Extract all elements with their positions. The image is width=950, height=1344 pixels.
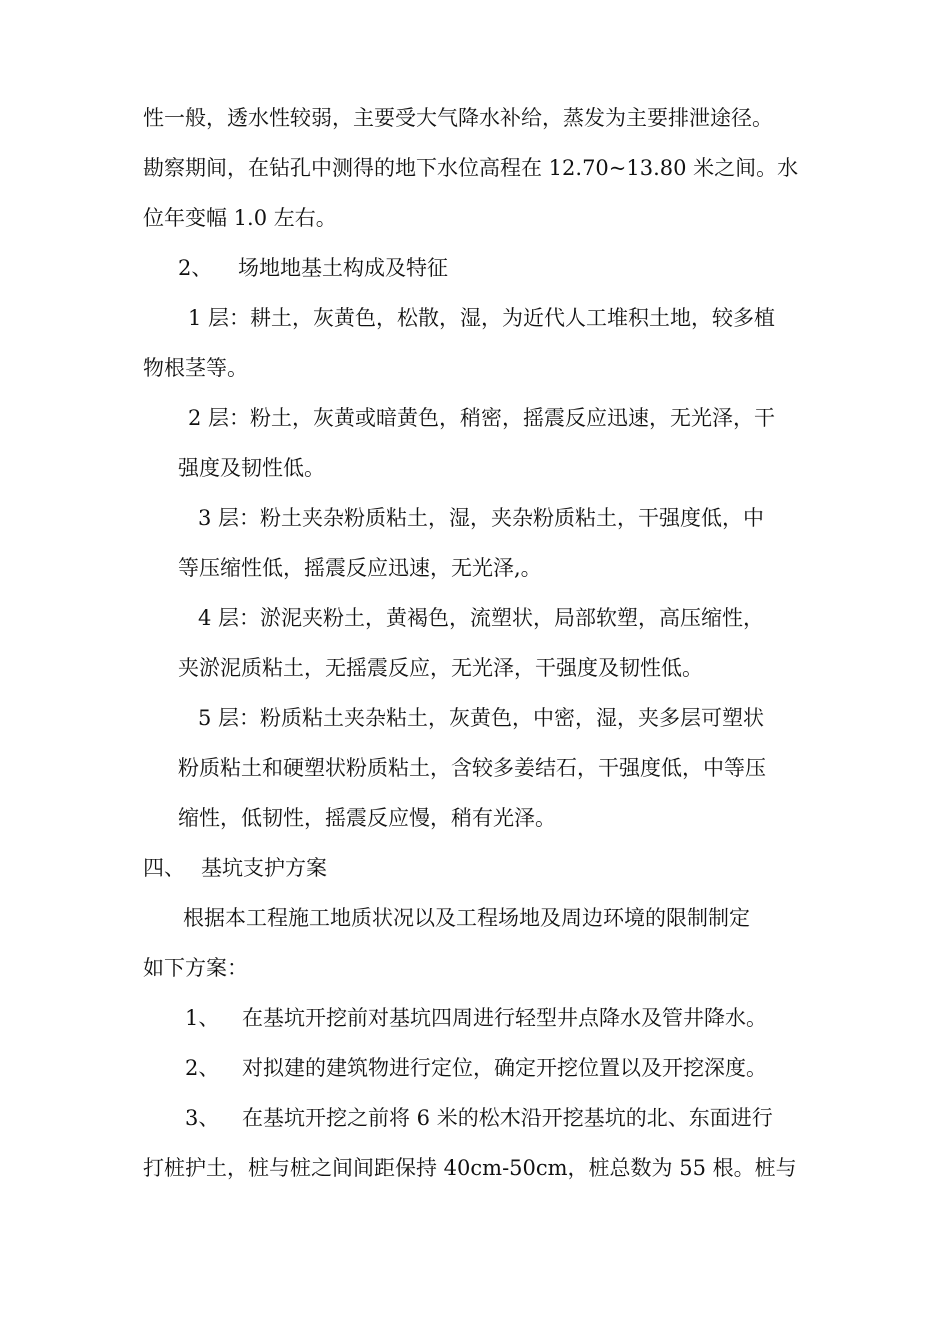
layer-5-line-2: 粉质粘土和硬塑状粉质粘土，含较多姜结石，干强度低，中等压 xyxy=(178,756,766,780)
layer-1-line-2: 物根茎等。 xyxy=(143,356,248,380)
plan-item-3 xyxy=(185,1103,773,1133)
plan-item-3-text: 在基坑开挖之前将 6 米的松木沿开挖基坑的北、东面进行 xyxy=(242,1106,773,1130)
section-2-number: 2、 xyxy=(178,256,213,280)
plan-item-1-text: 在基坑开挖前对基坑四周进行轻型井点降水及管井降水。 xyxy=(242,1006,767,1030)
plan-intro-line-2: 如下方案： xyxy=(143,956,248,980)
layer-4-line-2: 夹淤泥质粘土，无摇震反应，无光泽，干强度及韧性低。 xyxy=(178,656,703,680)
layer-5-line-3: 缩性，低韧性，摇震反应慢，稍有光泽。 xyxy=(178,806,556,830)
layer-2-line-1: 2 层：粉土，灰黄或暗黄色，稍密，摇震反应迅速，无光泽，干 xyxy=(188,406,776,430)
section-4-title: 基坑支护方案 xyxy=(201,856,327,880)
layer-4-line-1: 4 层：淤泥夹粉土，黄褐色，流塑状，局部软塑，高压缩性， xyxy=(198,606,765,630)
layer-3-line-1: 3 层：粉土夹杂粉质粘土，湿，夹杂粉质粘土，干强度低，中 xyxy=(198,506,765,530)
section-4-heading xyxy=(143,853,327,883)
layer-5-line-1: 5 层：粉质粘土夹杂粘土，灰黄色，中密，湿，夹多层可塑状 xyxy=(198,706,765,730)
hydrology-line-3: 位年变幅 1.0 左右。 xyxy=(143,206,337,230)
section-2-heading xyxy=(178,253,448,283)
section-2-title: 场地地基土构成及特征 xyxy=(238,256,448,280)
plan-item-3-number: 3、 xyxy=(185,1106,220,1130)
hydrology-line-2: 勘察期间，在钻孔中测得的地下水位高程在 12.70~13.80 米之间。水 xyxy=(143,156,799,180)
plan-item-3-continuation: 打桩护土，桩与桩之间间距保持 40cm-50cm，桩总数为 55 根。桩与 xyxy=(143,1156,797,1180)
layer-3-line-2: 等压缩性低，摇震反应迅速，无光泽,。 xyxy=(178,556,542,580)
plan-item-1-number: 1、 xyxy=(185,1006,220,1030)
layer-1-line-1: 1 层：耕土，灰黄色，松散，湿，为近代人工堆积土地，较多植 xyxy=(188,306,776,330)
plan-item-2-text: 对拟建的建筑物进行定位，确定开挖位置以及开挖深度。 xyxy=(242,1056,767,1080)
plan-intro-line-1: 根据本工程施工地质状况以及工程场地及周边环境的限制制定 xyxy=(183,906,750,930)
plan-item-1 xyxy=(185,1003,767,1033)
plan-item-2-number: 2、 xyxy=(185,1056,220,1080)
plan-item-2 xyxy=(185,1053,767,1083)
hydrology-line-1: 性一般，透水性较弱，主要受大气降水补给，蒸发为主要排泄途径。 xyxy=(143,106,773,130)
section-4-number: 四、 xyxy=(143,856,185,880)
layer-2-line-2: 强度及韧性低。 xyxy=(178,456,325,480)
